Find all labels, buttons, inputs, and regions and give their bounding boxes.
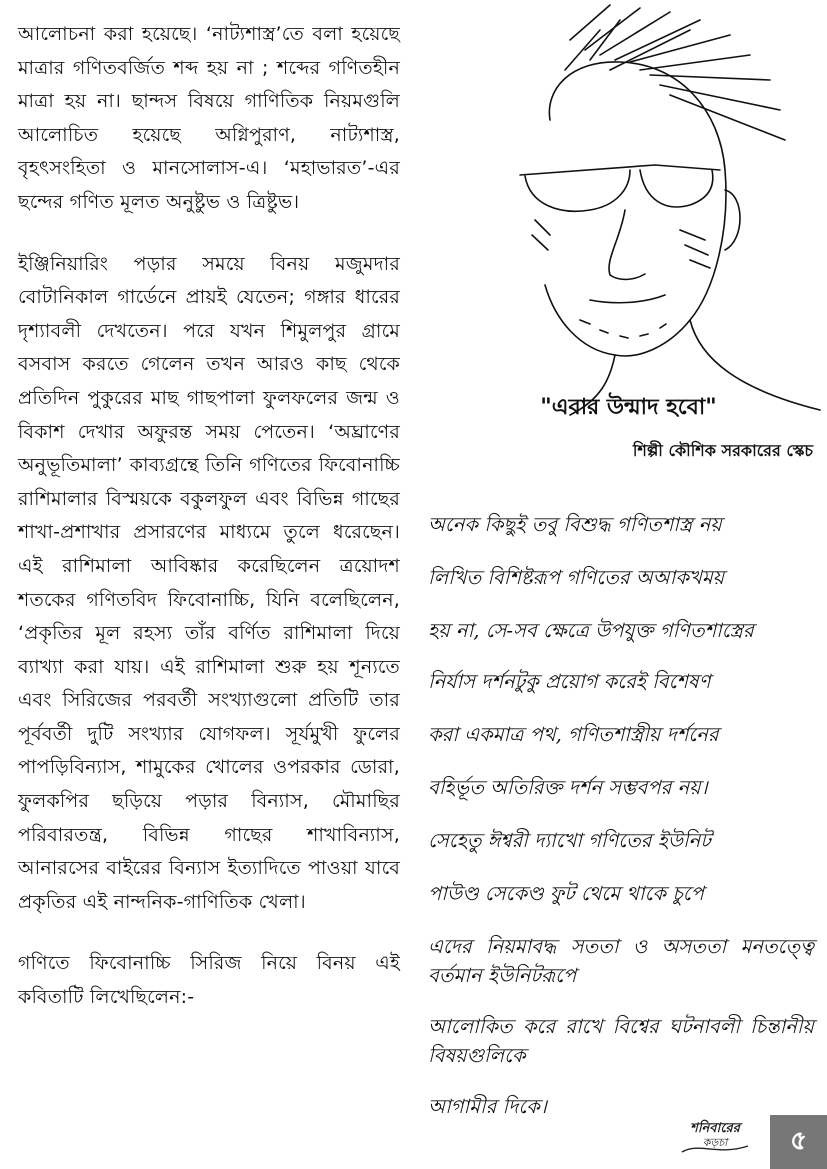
poem	[428, 510, 814, 1145]
poem-line-9: এদের নিয়মাবদ্ধ সততা ও অসততা মনতত্ত্বে বর্তমান ইউনিটরূপে	[428, 935, 814, 987]
poem-line-6: বহির্ভূত অতিরিক্ত দর্শন সম্ভবপর নয়।	[428, 776, 708, 799]
paragraph-3: গণিতে ফিবোনাচ্চি সিরিজ নিয়ে বিনয় এই কবিতাটি লিখেছিলেন:-	[18, 952, 400, 1009]
svg-text:শনিবারের: শনিবারের	[690, 1121, 740, 1136]
poem-line-7: সেহেতু ঈশ্বরী দ্যাখো গণিতের ইউনিট	[428, 829, 711, 852]
poem-line-1: অনেক কিছুই তবু বিশুদ্ধ গণিতশাস্ত্র নয়	[428, 513, 722, 536]
portrait-sketch	[440, 0, 827, 420]
paragraph-1: আলোচনা করা হয়েছে। ‘নাট্যশাস্ত্র’তে বলা হয়েছে মাত্রার গণিতবর্জিত শব্দ হয় না ; শব্দের গণিতহীন মাত্রা হয় না। ছান্দস বিষয়ে গাণিতিক নিয়মগুলি আলোচিত হয়েছে অগ্নিপুরাণ, নাট্যশাস্ত্র, বৃহৎসংহিতা ও মানসোলাস-এ। ‘মহাভারত’-এর ছন্দের গণিত মূলত অনুষ্টুভ ও ত্রিষ্টুভ।	[18, 23, 400, 213]
poem-line-10: আলোকিত করে রাখে বিশ্বের ঘটনাবলী চিন্তানীয় বিষয়গুলিকে	[428, 1015, 814, 1067]
article-text	[18, 18, 400, 1015]
sketch-caption: "এবার উন্মাদ হবো"	[540, 395, 717, 420]
svg-text:কড়চা: কড়চা	[702, 1136, 728, 1149]
poem-line-3: হয় না, সে-সব ক্ষেত্রে উপযুক্ত গণিতশাস্ত্রের	[428, 619, 754, 642]
magazine-logo	[678, 1112, 752, 1160]
poem-line-11: আগামীর দিকে।	[428, 1095, 547, 1118]
poem-line-5: করা একমাত্র পথ, গণিতশাস্ত্রীয় দর্শনের	[428, 723, 719, 746]
page-number: ৫	[770, 1115, 827, 1169]
poem-line-8: পাউণ্ড সেকেণ্ড ফুট থেমে থাকে চুপে	[428, 882, 704, 905]
poem-line-4: নির্যাস দর্শনটুকু প্রয়োগ করেই বিশেষণ	[428, 670, 711, 693]
paragraph-2: ইঞ্জিনিয়ারিং পড়ার সময়ে বিনয় মজুমদার বোটানিকাল গার্ডেনে প্রায়ই যেতেন; গঙ্গার ধারের দৃশ্যাবলী দেখতেন। পরে যখন শিমুলপুর গ্রামে বসবাস করতে গেলেন তখন আরও কাছ থেকে প্রতিদিন পুকুরের মাছ গাছপালা ফুলফলের জন্ম ও বিকাশ দেখার অফুরন্ত সময় পেতেন। ‘অঘ্রাণের অনুভূতিমালা’ কাব্যগ্রন্থে তিনি গণিতের ফিবোনাচ্চি রাশিমালার বিস্ময়কে বকুলফুল এবং বিভিন্ন গাছের শাখা-প্রশাখার প্রসারণের মাধ্যমে তুলে ধরেছেন। এই রাশিমালা আবিষ্কার করেছিলেন ত্রয়োদশ শতকের গণিতবিদ ফিবোনাচ্চি, যিনি বলেছিলেন, ‘প্রকৃতির মূল রহস্য তাঁর বর্ণিত রাশিমালা দিয়ে ব্যাখ্যা করা যায়। এই রাশিমালা শুরু হয় শূন্যতে এবং সিরিজের পরবর্তী সংখ্যাগুলো প্রতিটি তার পূর্ববর্তী দুটি সংখ্যার যোগফল। সূর্যমুখী ফুলের পাপড়িবিন্যাস, শামুকের খোলের ওপরকার ডোরা, ফুলকপির ছড়িয়ে পড়ার বিন্যাস, মৌমাছির পরিবারতন্ত্র, বিভিন্ন গাছের শাখাবিন্যাস, আনারসের বাইরের বিন্যাস ইত্যাদিতে পাওয়া যাবে প্রকৃতির এই নান্দনিক-গাণিতিক খেলা।	[18, 252, 400, 913]
poem-line-2: লিখিত বিশিষ্টরূপ গণিতের অআকখময়	[428, 566, 725, 589]
sketch-credit: শিল্পী কৌশিক সরকারের স্কেচ	[632, 441, 813, 460]
